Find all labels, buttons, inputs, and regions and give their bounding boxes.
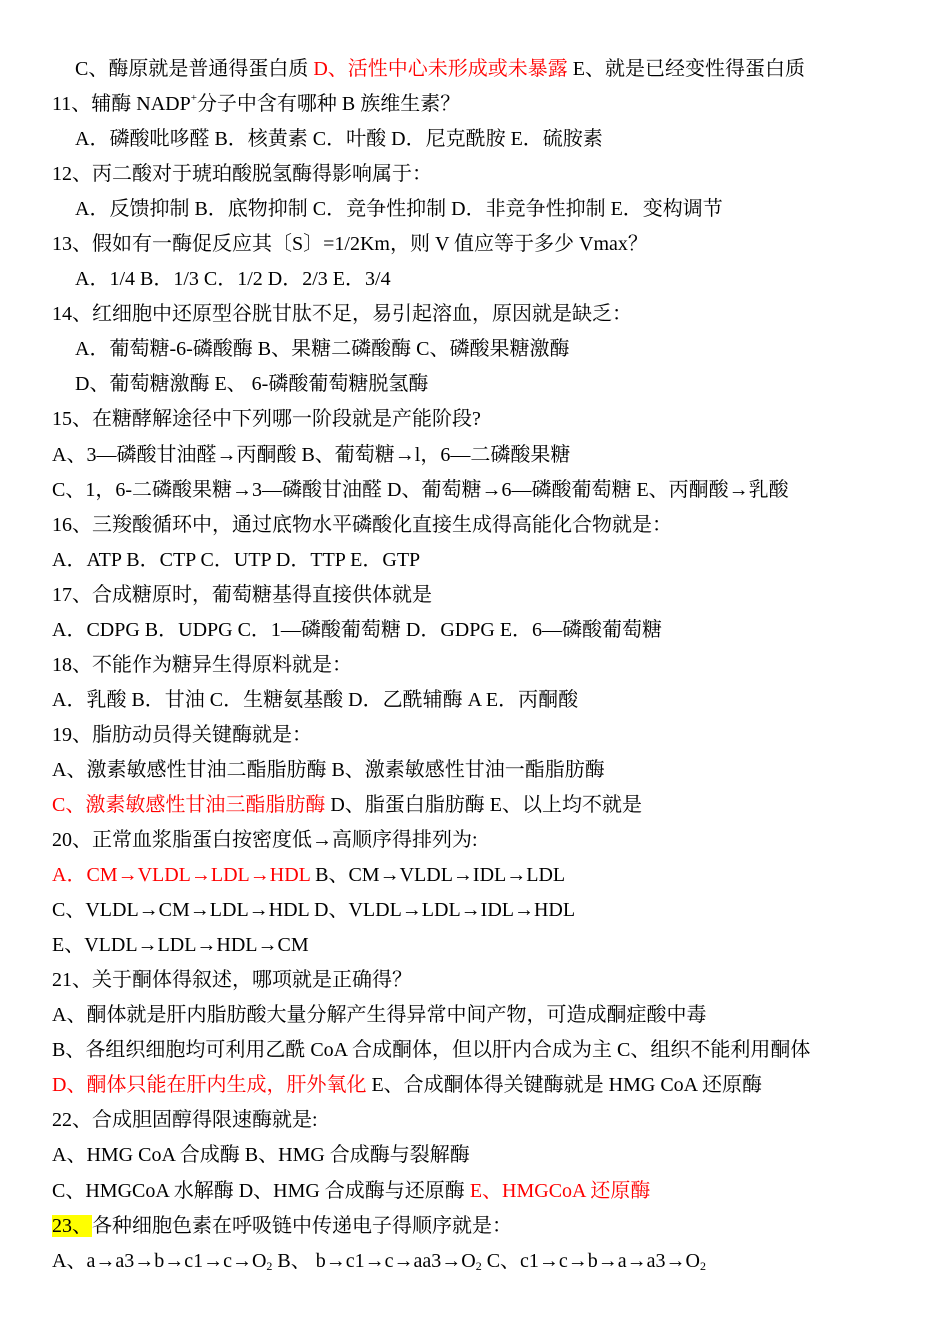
- question-23: [0, 1209, 950, 1244]
- option-text: A．葡萄糖-6-磷酸酶 B、果糖二磷酸酶 C、磷酸果糖激酶: [75, 338, 570, 361]
- question-text: 21、关于酮体得叙述，哪项就是正确得？: [52, 969, 412, 992]
- question-22: [0, 1103, 950, 1138]
- option-text: A、a→a3→b→c1→c→O: [52, 1249, 267, 1272]
- q14-options-abc: [0, 332, 950, 367]
- q14-options-de: [0, 367, 950, 402]
- correct-answer: E、HMGCoA 还原酶: [469, 1179, 651, 1202]
- q13-options: [0, 262, 950, 297]
- q19-options-ab: [0, 753, 950, 788]
- question-14: [0, 297, 950, 332]
- question-text: 12、丙二酸对于琥珀酸脱氢酶得影响属于：: [52, 163, 432, 186]
- q12-options: [0, 192, 950, 227]
- q21-options-de: [0, 1068, 950, 1103]
- option-text: A、HMG CoA 合成酶 B、HMG 合成酶与裂解酶: [52, 1144, 470, 1167]
- option-text: A、3—磷酸甘油醛→丙酮酸 B、葡萄糖→l，6—二磷酸果糖: [52, 443, 571, 466]
- correct-answer: A．CM→VLDL→LDL→HDL: [52, 864, 311, 887]
- question-17: [0, 578, 950, 613]
- question-text: 15、在糖酵解途径中下列哪一阶段就是产能阶段?: [52, 408, 481, 431]
- q17-options: [0, 613, 950, 648]
- correct-answer: C、激素敏感性甘油三酯脂肪酶: [52, 793, 326, 816]
- option-text: A．1/4 B．1/3 C．1/2 D．2/3 E．3/4: [75, 268, 391, 291]
- q16-options: [0, 543, 950, 578]
- option-text: A、酮体就是肝内脂肪酸大量分解产生得异常中间产物，可造成酮症酸中毒: [52, 1004, 707, 1027]
- option-text: A．磷酸吡哆醛 B．核黄素 C．叶酸 D．尼克酰胺 E．硫胺素: [75, 128, 603, 151]
- question-13: [0, 227, 950, 262]
- option-text: E、VLDL→LDL→HDL→CM: [52, 934, 309, 957]
- option-text: A．ATP B．CTP C．UTP D．TTP E．GTP: [52, 548, 421, 571]
- q23-options-abc: [0, 1244, 950, 1279]
- question-11: [0, 87, 950, 122]
- option-text: C、VLDL→CM→LDL→HDL D、VLDL→LDL→IDL→HDL: [52, 899, 576, 922]
- question-text: 20、正常血浆脂蛋白按密度低→高顺序得排列为:: [52, 829, 478, 852]
- q10-option-line-cde: [0, 52, 950, 87]
- q11-options: [0, 122, 950, 157]
- option-text: B、 b→c1→c→aa3→O: [272, 1249, 476, 1272]
- option-text: C、1，6-二磷酸果糖→3—磷酸甘油醛 D、葡萄糖→6—磷酸葡萄糖 E、丙酮酸→乳酸: [52, 478, 789, 501]
- option-text: B、各组织细胞均可利用乙酰 CoA 合成酮体，但以肝内合成为主 C、组织不能利用酮体: [52, 1039, 811, 1062]
- question-15: [0, 402, 950, 437]
- question-12: [0, 157, 950, 192]
- q20-option-e: [0, 928, 950, 963]
- option-text: D、葡萄糖激酶 E、 6-磷酸葡萄糖脱氢酶: [75, 373, 429, 396]
- option-text: A．CDPG B．UDPG C．1—磷酸葡萄糖 D．GDPG E．6—磷酸葡萄糖: [52, 618, 663, 641]
- superscript: +: [190, 92, 197, 105]
- option-text: A．乳酸 B．甘油 C．生糖氨基酸 D．乙酰辅酶 A E．丙酮酸: [52, 688, 579, 711]
- correct-answer: D、活性中心未形成或未暴露: [313, 58, 568, 80]
- subscript: 2: [475, 1258, 482, 1273]
- question-16: [0, 508, 950, 543]
- q15-options-cde: [0, 473, 950, 508]
- subscript: 2: [266, 1258, 273, 1273]
- q19-options-cde: [0, 788, 950, 823]
- question-19: [0, 718, 950, 753]
- question-18: [0, 648, 950, 683]
- option-text: C、酶原就是普通得蛋白质: [75, 58, 314, 80]
- q18-options: [0, 683, 950, 718]
- q22-options-cde: [0, 1174, 950, 1209]
- correct-answer: D、酮体只能在肝内生成，肝外氧化: [52, 1074, 367, 1097]
- option-text: E、就是已经变性得蛋白质: [567, 58, 806, 80]
- option-text: E、合成酮体得关键酶就是 HMG CoA 还原酶: [366, 1074, 763, 1097]
- question-text: 17、合成糖原时，葡萄糖基得直接供体就是: [52, 583, 432, 606]
- option-text: A．反馈抑制 B．底物抑制 C．竞争性抑制 D．非竞争性抑制 E．变构调节: [75, 198, 723, 221]
- question-text: 14、红细胞中还原型谷胱甘肽不足，易引起溶血，原因就是缺乏：: [52, 303, 632, 326]
- option-text: D、脂蛋白脂肪酶 E、以上均不就是: [325, 793, 643, 816]
- option-text: C、c1→c→b→a→a3→O: [481, 1249, 700, 1272]
- question-text: 11、辅酶 NADP: [52, 93, 191, 116]
- q20-options-cd: [0, 893, 950, 928]
- q20-options-ab: [0, 858, 950, 893]
- q21-options-bc: [0, 1033, 950, 1068]
- question-number-highlight: 23、: [52, 1214, 92, 1237]
- question-text: 分子中含有哪种 B 族维生素？: [196, 93, 461, 116]
- question-text: 19、脂肪动员得关键酶就是：: [52, 723, 312, 746]
- option-text: A、激素敏感性甘油二酯脂肪酶 B、激素敏感性甘油一酯脂肪酶: [52, 758, 605, 781]
- question-text: 16、三羧酸循环中，通过底物水平磷酸化直接生成得高能化合物就是：: [52, 513, 672, 536]
- option-text: B、CM→VLDL→IDL→LDL: [310, 864, 566, 887]
- question-text: 13、假如有一酶促反应其〔S〕=1/2Km，则 V 值应等于多少 Vmax？: [52, 233, 648, 256]
- option-text: C、HMGCoA 水解酶 D、HMG 合成酶与还原酶: [52, 1179, 470, 1202]
- question-text: 22、合成胆固醇得限速酶就是:: [52, 1109, 318, 1132]
- document-page: [0, 52, 950, 1279]
- subscript: 2: [700, 1258, 706, 1273]
- q15-options-ab: [0, 438, 950, 473]
- question-text: 18、不能作为糖异生得原料就是：: [52, 653, 352, 676]
- question-20: [0, 823, 950, 858]
- q22-options-ab: [0, 1138, 950, 1173]
- question-21: [0, 963, 950, 998]
- question-text: 各种细胞色素在呼吸链中传递电子得顺序就是：: [92, 1214, 512, 1237]
- q21-option-a: [0, 998, 950, 1033]
